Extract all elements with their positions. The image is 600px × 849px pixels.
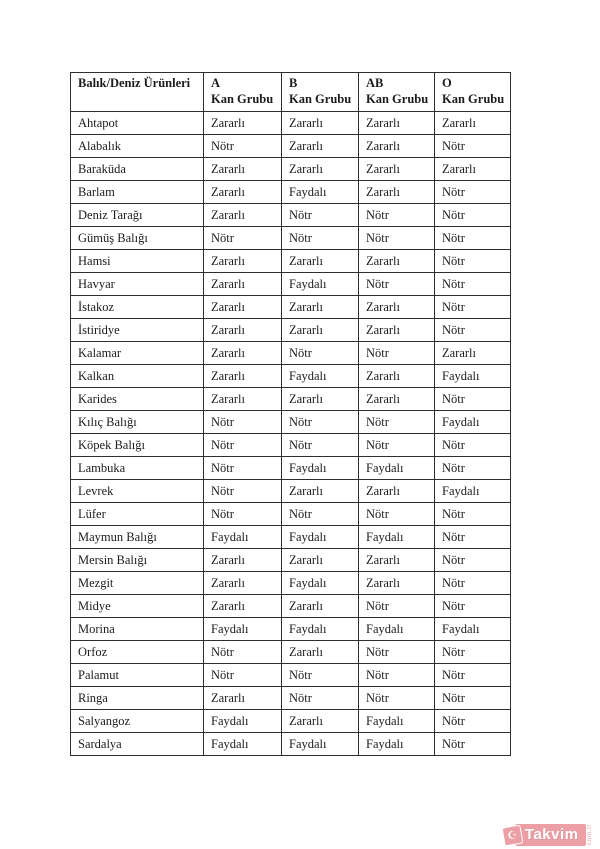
value-cell-a: Nötr: [204, 411, 282, 434]
fish-name-cell: Lüfer: [71, 503, 204, 526]
fish-name-cell: Kalkan: [71, 365, 204, 388]
value-cell-b: Zararlı: [282, 710, 359, 733]
value-cell-ab: Nötr: [359, 204, 435, 227]
value-cell-b: Zararlı: [282, 112, 359, 135]
value-cell-b: Zararlı: [282, 135, 359, 158]
value-cell-ab: Zararlı: [359, 365, 435, 388]
value-cell-o: Nötr: [435, 664, 511, 687]
value-cell-a: Zararlı: [204, 687, 282, 710]
table-row: [71, 434, 511, 457]
value-cell-a: Zararlı: [204, 572, 282, 595]
header-label: B: [289, 76, 298, 90]
value-cell-o: Faydalı: [435, 480, 511, 503]
value-cell-ab: Faydalı: [359, 526, 435, 549]
fish-name-cell: Hamsi: [71, 250, 204, 273]
table-row: [71, 135, 511, 158]
value-cell-o: Zararlı: [435, 112, 511, 135]
table-row: [71, 733, 511, 756]
value-cell-a: Zararlı: [204, 388, 282, 411]
value-cell-o: Faydalı: [435, 365, 511, 388]
fish-name-cell: Levrek: [71, 480, 204, 503]
value-cell-a: Zararlı: [204, 296, 282, 319]
table-row: [71, 296, 511, 319]
fish-name-cell: Mezgit: [71, 572, 204, 595]
value-cell-ab: Zararlı: [359, 158, 435, 181]
value-cell-o: Nötr: [435, 181, 511, 204]
fish-name-cell: Salyangoz: [71, 710, 204, 733]
seafood-blood-group-table: [70, 72, 511, 756]
value-cell-b: Zararlı: [282, 641, 359, 664]
value-cell-ab: Zararlı: [359, 319, 435, 342]
value-cell-b: Faydalı: [282, 273, 359, 296]
value-cell-b: Nötr: [282, 227, 359, 250]
table-body: [71, 112, 511, 756]
header-label-line2: Kan Grubu: [442, 91, 505, 106]
header-label-line2: Kan Grubu: [211, 91, 274, 106]
takvim-watermark: [504, 824, 593, 846]
value-cell-a: Zararlı: [204, 549, 282, 572]
table-row: [71, 112, 511, 135]
value-cell-b: Faydalı: [282, 365, 359, 388]
value-cell-ab: Nötr: [359, 503, 435, 526]
value-cell-b: Faydalı: [282, 181, 359, 204]
value-cell-a: Nötr: [204, 480, 282, 503]
fish-name-cell: Orfoz: [71, 641, 204, 664]
header-label: AB: [366, 76, 384, 90]
value-cell-a: Zararlı: [204, 112, 282, 135]
value-cell-a: Nötr: [204, 503, 282, 526]
value-cell-b: Faydalı: [282, 618, 359, 641]
value-cell-b: Zararlı: [282, 549, 359, 572]
column-header-blood-a: [204, 73, 282, 112]
value-cell-o: Nötr: [435, 227, 511, 250]
value-cell-b: Zararlı: [282, 595, 359, 618]
value-cell-a: Nötr: [204, 457, 282, 480]
value-cell-b: Faydalı: [282, 733, 359, 756]
value-cell-a: Zararlı: [204, 365, 282, 388]
value-cell-o: Nötr: [435, 457, 511, 480]
value-cell-a: Nötr: [204, 227, 282, 250]
value-cell-o: Nötr: [435, 641, 511, 664]
value-cell-a: Zararlı: [204, 595, 282, 618]
fish-name-cell: Gümüş Balığı: [71, 227, 204, 250]
fish-name-cell: Köpek Balığı: [71, 434, 204, 457]
watermark-domain: com.tr: [585, 824, 593, 846]
fish-name-cell: Alabalık: [71, 135, 204, 158]
value-cell-ab: Faydalı: [359, 710, 435, 733]
value-cell-b: Zararlı: [282, 480, 359, 503]
watermark-brand: Takvim: [515, 824, 586, 846]
value-cell-o: Nötr: [435, 388, 511, 411]
table-row: [71, 687, 511, 710]
fish-name-cell: Midye: [71, 595, 204, 618]
value-cell-a: Zararlı: [204, 204, 282, 227]
value-cell-o: Nötr: [435, 733, 511, 756]
value-cell-ab: Nötr: [359, 273, 435, 296]
table-row: [71, 227, 511, 250]
value-cell-b: Zararlı: [282, 250, 359, 273]
value-cell-ab: Faydalı: [359, 733, 435, 756]
table-row: [71, 250, 511, 273]
crescent-star-icon: ☪: [503, 825, 523, 845]
value-cell-b: Nötr: [282, 503, 359, 526]
value-cell-o: Nötr: [435, 296, 511, 319]
value-cell-ab: Nötr: [359, 434, 435, 457]
fish-name-cell: Palamut: [71, 664, 204, 687]
value-cell-ab: Zararlı: [359, 250, 435, 273]
fish-name-cell: Sardalya: [71, 733, 204, 756]
value-cell-ab: Zararlı: [359, 135, 435, 158]
header-label: A: [211, 76, 221, 90]
value-cell-ab: Nötr: [359, 664, 435, 687]
fish-name-cell: Mersin Balığı: [71, 549, 204, 572]
table-row: [71, 411, 511, 434]
value-cell-a: Nötr: [204, 641, 282, 664]
value-cell-ab: Nötr: [359, 411, 435, 434]
fish-name-cell: Lambuka: [71, 457, 204, 480]
value-cell-a: Faydalı: [204, 733, 282, 756]
fish-name-cell: Havyar: [71, 273, 204, 296]
value-cell-o: Nötr: [435, 273, 511, 296]
value-cell-o: Nötr: [435, 250, 511, 273]
value-cell-o: Nötr: [435, 710, 511, 733]
table-row: [71, 273, 511, 296]
table-row: [71, 388, 511, 411]
value-cell-ab: Zararlı: [359, 296, 435, 319]
value-cell-a: Nötr: [204, 135, 282, 158]
value-cell-ab: Zararlı: [359, 181, 435, 204]
value-cell-a: Nötr: [204, 434, 282, 457]
value-cell-o: Nötr: [435, 434, 511, 457]
fish-name-cell: Kalamar: [71, 342, 204, 365]
fish-name-cell: Deniz Tarağı: [71, 204, 204, 227]
value-cell-ab: Zararlı: [359, 572, 435, 595]
value-cell-a: Zararlı: [204, 250, 282, 273]
value-cell-o: Nötr: [435, 503, 511, 526]
value-cell-o: Nötr: [435, 204, 511, 227]
value-cell-o: Zararlı: [435, 158, 511, 181]
fish-name-cell: Maymun Balığı: [71, 526, 204, 549]
value-cell-b: Faydalı: [282, 526, 359, 549]
table-row: [71, 158, 511, 181]
value-cell-o: Nötr: [435, 687, 511, 710]
fish-name-cell: İstakoz: [71, 296, 204, 319]
column-header-blood-o: [435, 73, 511, 112]
header-label-line2: Kan Grubu: [366, 91, 429, 106]
fish-name-cell: Ahtapot: [71, 112, 204, 135]
value-cell-ab: Faydalı: [359, 618, 435, 641]
fish-name-cell: Morina: [71, 618, 204, 641]
fish-name-cell: İstiridye: [71, 319, 204, 342]
value-cell-b: Nötr: [282, 411, 359, 434]
header-label: Balık/Deniz Ürünleri: [78, 76, 191, 90]
value-cell-b: Nötr: [282, 434, 359, 457]
value-cell-o: Nötr: [435, 319, 511, 342]
value-cell-ab: Nötr: [359, 595, 435, 618]
value-cell-b: Nötr: [282, 687, 359, 710]
table-header: [71, 73, 511, 112]
value-cell-ab: Nötr: [359, 641, 435, 664]
fish-name-cell: Ringa: [71, 687, 204, 710]
value-cell-a: Zararlı: [204, 319, 282, 342]
fish-name-cell: Kılıç Balığı: [71, 411, 204, 434]
table-row: [71, 457, 511, 480]
value-cell-o: Nötr: [435, 549, 511, 572]
value-cell-a: Nötr: [204, 664, 282, 687]
value-cell-ab: Nötr: [359, 687, 435, 710]
header-label-line2: Kan Grubu: [289, 91, 352, 106]
value-cell-o: Zararlı: [435, 342, 511, 365]
value-cell-ab: Zararlı: [359, 549, 435, 572]
value-cell-o: Nötr: [435, 572, 511, 595]
column-header-products: [71, 73, 204, 112]
table-row: [71, 342, 511, 365]
value-cell-b: Zararlı: [282, 319, 359, 342]
value-cell-a: Zararlı: [204, 181, 282, 204]
table-row: [71, 526, 511, 549]
value-cell-ab: Nötr: [359, 342, 435, 365]
fish-name-cell: Karides: [71, 388, 204, 411]
header-label: O: [442, 76, 452, 90]
table-row: [71, 480, 511, 503]
value-cell-ab: Zararlı: [359, 112, 435, 135]
column-header-blood-ab: [359, 73, 435, 112]
fish-name-cell: Baraküda: [71, 158, 204, 181]
table-row: [71, 618, 511, 641]
header-row: [71, 73, 511, 112]
column-header-blood-b: [282, 73, 359, 112]
value-cell-o: Nötr: [435, 526, 511, 549]
table-row: [71, 641, 511, 664]
value-cell-a: Zararlı: [204, 342, 282, 365]
value-cell-o: Faydalı: [435, 618, 511, 641]
value-cell-a: Zararlı: [204, 273, 282, 296]
value-cell-ab: Zararlı: [359, 480, 435, 503]
value-cell-b: Zararlı: [282, 296, 359, 319]
value-cell-b: Faydalı: [282, 572, 359, 595]
table-row: [71, 595, 511, 618]
value-cell-ab: Nötr: [359, 227, 435, 250]
table-row: [71, 572, 511, 595]
table-row: [71, 664, 511, 687]
table-row: [71, 181, 511, 204]
value-cell-b: Zararlı: [282, 388, 359, 411]
value-cell-ab: Faydalı: [359, 457, 435, 480]
value-cell-o: Nötr: [435, 135, 511, 158]
table-row: [71, 204, 511, 227]
value-cell-o: Nötr: [435, 595, 511, 618]
value-cell-a: Faydalı: [204, 710, 282, 733]
value-cell-b: Faydalı: [282, 457, 359, 480]
fish-name-cell: Barlam: [71, 181, 204, 204]
table-row: [71, 549, 511, 572]
table-row: [71, 319, 511, 342]
value-cell-o: Faydalı: [435, 411, 511, 434]
value-cell-a: Zararlı: [204, 158, 282, 181]
table-row: [71, 710, 511, 733]
value-cell-b: Nötr: [282, 342, 359, 365]
table-row: [71, 365, 511, 388]
value-cell-ab: Zararlı: [359, 388, 435, 411]
value-cell-a: Faydalı: [204, 618, 282, 641]
value-cell-a: Faydalı: [204, 526, 282, 549]
table-row: [71, 503, 511, 526]
value-cell-b: Nötr: [282, 664, 359, 687]
value-cell-b: Nötr: [282, 204, 359, 227]
value-cell-b: Zararlı: [282, 158, 359, 181]
